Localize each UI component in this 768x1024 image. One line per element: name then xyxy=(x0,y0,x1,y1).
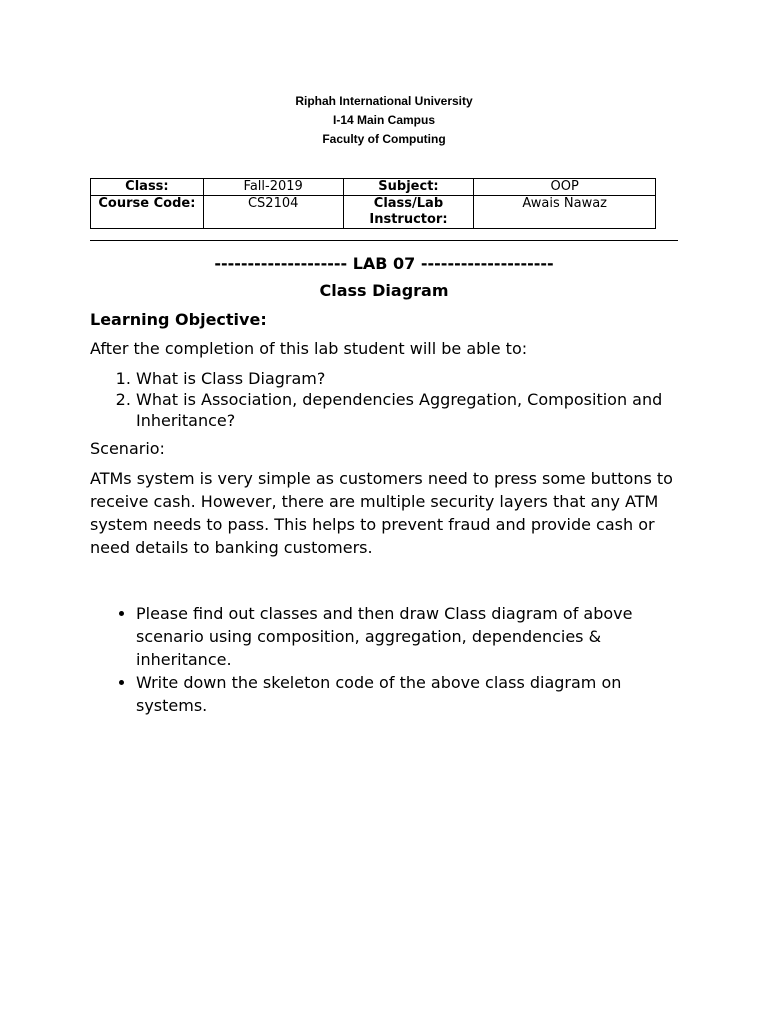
horizontal-divider xyxy=(90,240,678,241)
list-item: • Please find out classes and then draw Class diagram of above scenario using composition, aggregation, dependencies & inheritance. xyxy=(136,602,686,671)
faculty-name: Faculty of Computing xyxy=(322,132,446,146)
instructor-label: Class/Lab Instructor: xyxy=(343,196,474,229)
list-item: 2. What is Association, dependencies Aggregation, Composition and Inheritance? xyxy=(136,389,686,431)
tasks-list xyxy=(90,602,686,717)
list-item: 1. What is Class Diagram? xyxy=(136,368,686,389)
class-label: Class: xyxy=(91,179,204,196)
list-item: • Write down the skeleton code of the above class diagram on systems. xyxy=(136,671,686,717)
university-name: Riphah International University xyxy=(295,94,473,108)
table-row xyxy=(91,179,656,196)
scenario-paragraph: ATMs system is very simple as customers need to press some buttons to receive cash. However, there are multiple security layers that any ATM system needs to pass. This helps to prevent fraud and provide cash or need details to banking customers. xyxy=(90,469,673,557)
scenario-label: Scenario: xyxy=(90,439,165,458)
lab-subtitle: Class Diagram xyxy=(319,281,449,300)
course-code-value: CS2104 xyxy=(203,196,343,229)
course-info-table xyxy=(90,178,656,229)
subject-label: Subject: xyxy=(343,179,474,196)
table-row xyxy=(91,196,656,229)
objectives-list xyxy=(90,368,686,431)
course-code-label: Course Code: xyxy=(91,196,204,229)
class-value: Fall-2019 xyxy=(203,179,343,196)
campus-name: I-14 Main Campus xyxy=(332,113,436,127)
instructor-value: Awais Nawaz xyxy=(474,196,656,229)
learning-objective-heading: Learning Objective: xyxy=(90,310,267,329)
subject-value: OOP xyxy=(474,179,656,196)
intro-text: After the completion of this lab student will be able to: xyxy=(90,339,528,358)
lab-title: -------------------- LAB 07 -------------------- xyxy=(214,254,554,273)
document-header xyxy=(0,92,768,149)
